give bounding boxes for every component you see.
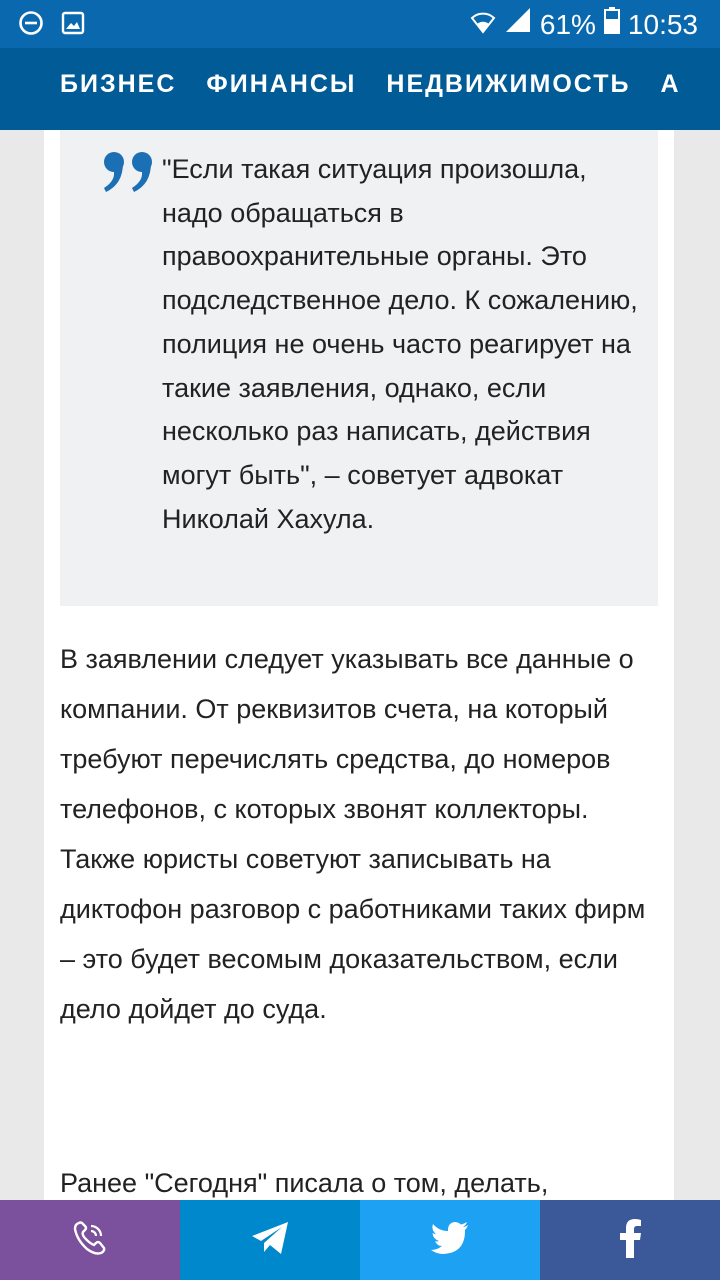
article-paragraph: В заявлении следует указывать все данные о компании. От реквизитов счета, на который требуют перечислять средства, до номеров телефонов, с которых звонят коллекторы. Также юристы советуют записывать на диктофон разговор с работниками таких фирм – это будет весомым доказательством, если дело дойдет до суда.: [60, 644, 646, 1024]
twitter-share-button[interactable]: [360, 1200, 540, 1280]
nav-item-finance[interactable]: ФИНАНСЫ: [206, 70, 357, 98]
minus-circle-icon: [18, 10, 44, 41]
article-paragraph: Ранее "Сегодня" писала о том, делать,: [60, 1168, 549, 1198]
quote-mark-icon: [102, 150, 158, 201]
facebook-share-button[interactable]: [540, 1200, 720, 1280]
wifi-icon: [470, 6, 496, 43]
image-icon: [60, 10, 86, 41]
category-nav: [0, 48, 720, 130]
battery-icon: [604, 6, 620, 43]
viber-icon: [70, 1218, 110, 1263]
twitter-icon: [430, 1221, 470, 1260]
battery-percent: 61%: [539, 8, 596, 40]
nav-item-realty[interactable]: НЕДВИЖИМОСТЬ: [386, 70, 631, 98]
telegram-icon: [250, 1220, 290, 1261]
nav-item-next[interactable]: А: [660, 70, 681, 98]
status-bar: [0, 0, 720, 48]
blockquote: [60, 130, 658, 606]
telegram-share-button[interactable]: [180, 1200, 360, 1280]
quote-text: "Если такая ситуация произошла, надо обращаться в правоохранительные органы. Это подследственное дело. К сожалению, полиция не очень часто реагирует на такие заявления, однако, если несколько раз написать, действия могут быть", – советует адвокат Николай Хахула.: [162, 154, 638, 534]
nav-item-business[interactable]: БИЗНЕС: [60, 70, 177, 98]
clock-time: 10:53: [627, 8, 698, 40]
article-body: [44, 130, 674, 1200]
share-bar: [0, 1200, 720, 1280]
signal-icon: [504, 6, 532, 43]
facebook-icon: [618, 1218, 642, 1263]
viber-share-button[interactable]: [0, 1200, 180, 1280]
